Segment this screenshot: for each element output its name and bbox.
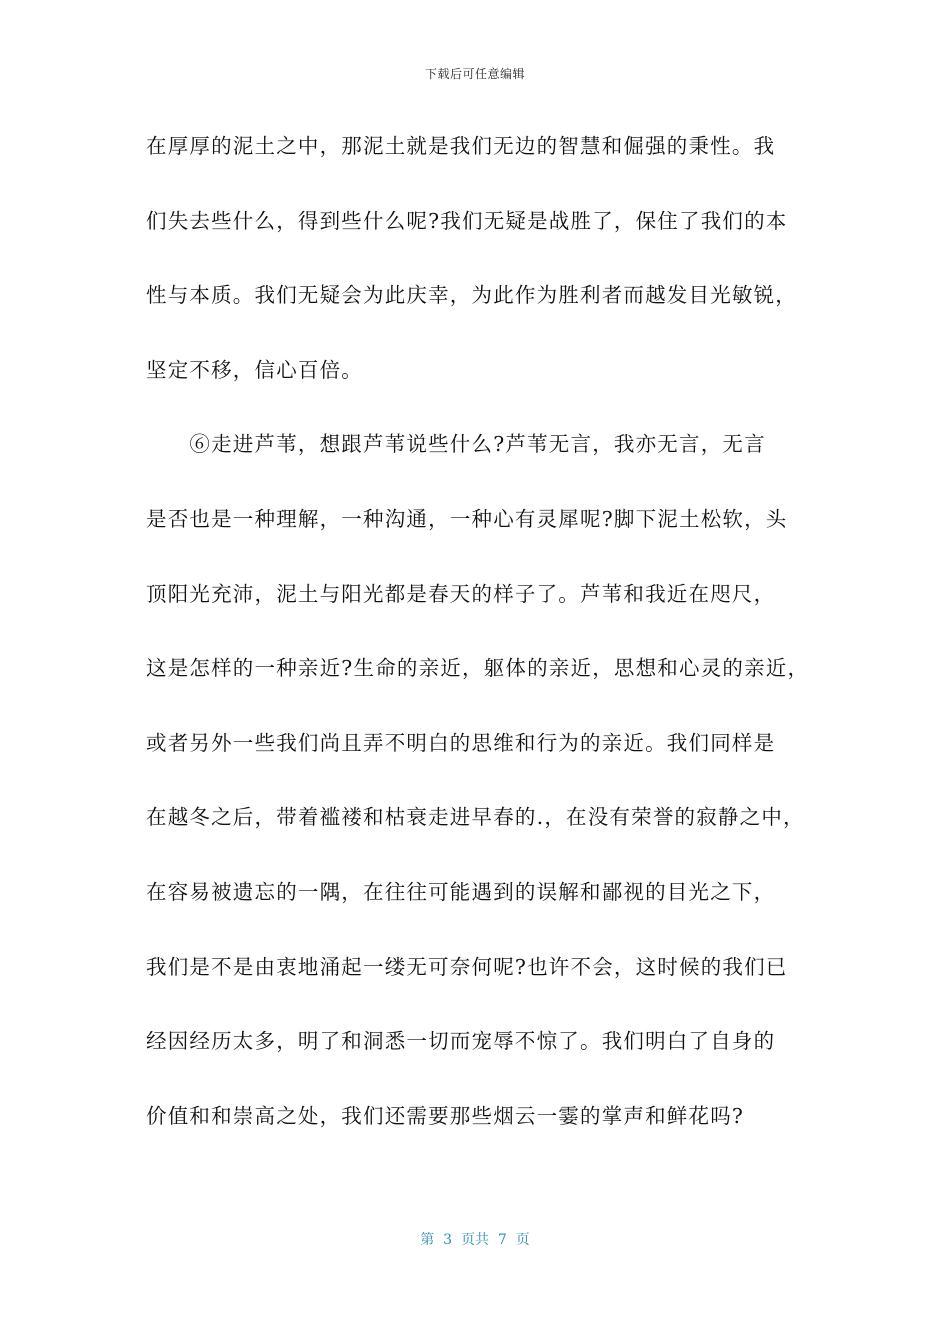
text-line: 在厚厚的泥土之中，那泥土就是我们无边的智慧和倔强的秉性。我 <box>146 134 776 158</box>
text-line: 我们是不是由衷地涌起一缕无可奈何呢?也许不会，这时候的我们已 <box>146 954 788 979</box>
document-body <box>146 126 826 1170</box>
header-note: 下载后可任意编辑 <box>424 67 525 81</box>
text-line: 这是怎样的一种亲近?生命的亲近，躯体的亲近，思想和心灵的亲近， <box>146 656 810 681</box>
text-line: 性与本质。我们无疑会为此庆幸，为此作为胜利者而越发目光敏锐， <box>146 283 797 308</box>
paragraph-start-line: ⑥走进芦苇，想跟芦苇说些什么?芦苇无言，我亦无言，无言 <box>146 432 766 457</box>
text-line: 们失去些什么，得到些什么呢?我们无疑是战胜了，保住了我们的本 <box>146 208 788 233</box>
text-line: 是否也是一种理解，一种沟通，一种心有灵犀呢?脚下泥土松软，头 <box>146 506 788 531</box>
page-number-footer: 第 3 页共 7 页 <box>420 1232 530 1248</box>
text-line: 坚定不移，信心百倍。 <box>146 357 363 382</box>
text-line: 顶阳光充沛，泥土与阳光都是春天的样子了。芦苇和我近在咫尺， <box>146 581 776 606</box>
text-line: 或者另外一些我们尚且弄不明白的思维和行为的亲近。我们同样是 <box>146 730 776 755</box>
text-line: 在越冬之后，带着褴褛和枯衰走进早春的.，在没有荣誉的寂静之中， <box>146 805 805 830</box>
text-line: 经因经历太多，明了和洞悉一切而宠辱不惊了。我们明白了自身的 <box>146 1029 776 1054</box>
text-line: 价值和和崇高之处，我们还需要那些烟云一霎的掌声和鲜花吗? <box>146 1103 745 1128</box>
text-line: 在容易被遗忘的一隅，在往往可能遇到的误解和鄙视的目光之下， <box>146 879 776 904</box>
